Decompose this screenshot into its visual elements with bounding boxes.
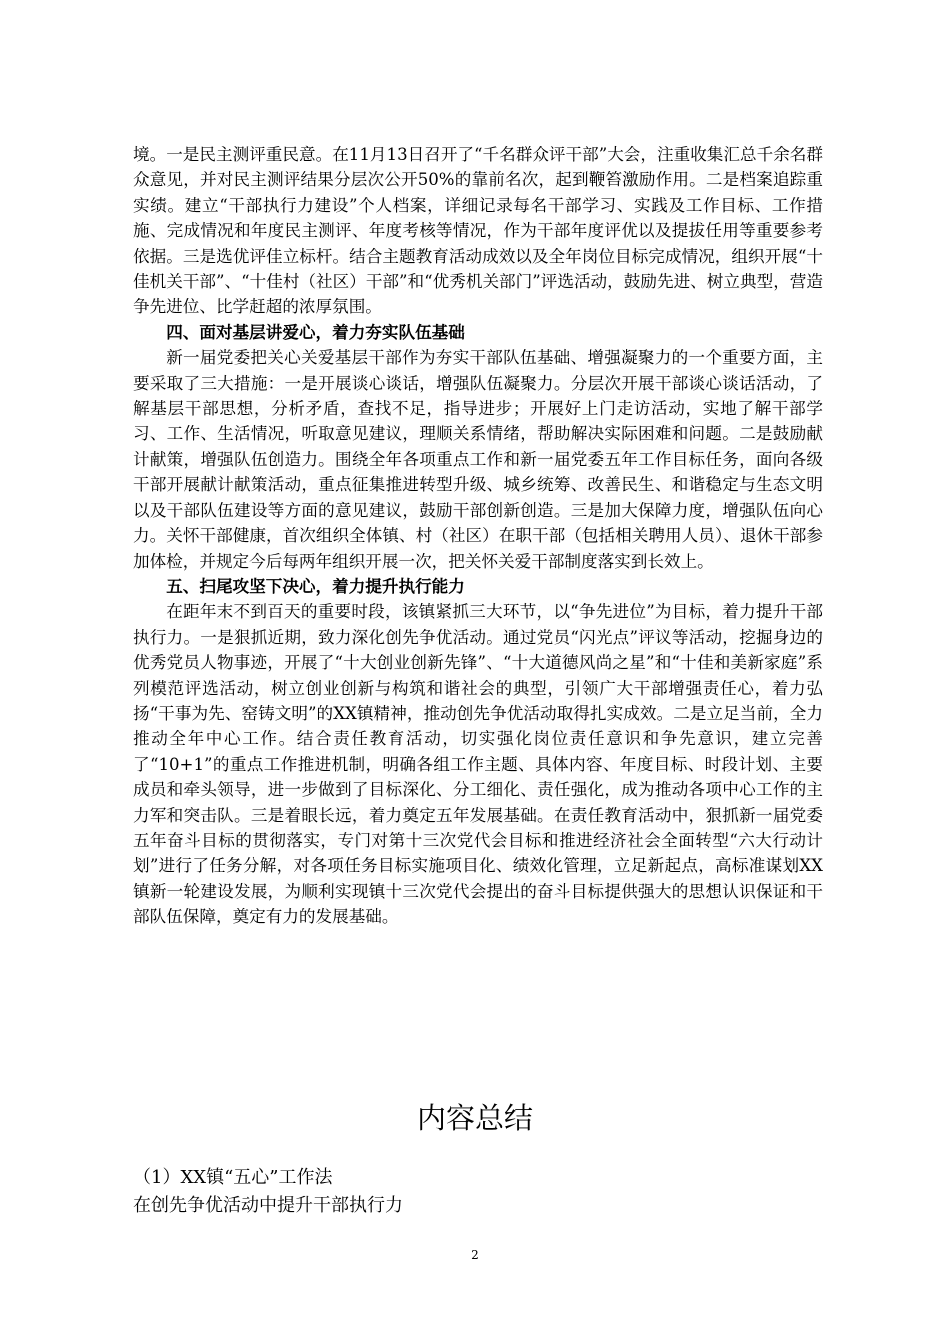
paragraph-continuation: 境。一是民主测评重民意。在11月13日召开了“千名群众评干部”大会，注重收集汇总千余名群众意见，并对民主测评结果分层次公开50%的靠前名次，起到鞭笞激励作用。二是档案追踪重实绩。建立“干部执行力建设”个人档案，详细记录每名干部学习、实践及工作目标、工作措施、完成情况和年度民主测评、年度考核等情况，作为干部年度评优以及提拔任用等重要参考依据。三是选优评佳立标杆。结合主题教育活动成效以及全年岗位目标完成情况，组织开展“十佳机关干部”、“十佳村（社区）干部”和“优秀机关部门”评选活动，鼓励先进、树立典型，营造争先进位、比学赶超的浓厚氛围。 [133, 145, 823, 317]
paragraph-section-four: 新一届党委把关心关爱基层干部作为夯实干部队伍基础、增强凝聚力的一个重要方面，主要采取了三大措施：一是开展谈心谈话，增强队伍凝聚力。分层次开展干部谈心谈话活动，了解基层干部思想，分析矛盾，查找不足，指导进步；开展好上门走访活动，实地了解干部学习、工作、生活情况，听取意见建议，理顺关系情绪，帮助解决实际困难和问题。二是鼓励献计献策，增强队伍创造力。围绕全年各项重点工作和新一届党委五年工作目标任务，面向各级干部开展献计献策活动，重点征集推进转型升级、城乡统筹、改善民生、和谐稳定与生态文明以及干部队伍建设等方面的意见建议，鼓励干部创新创造。三是加大保障力度，增强队伍向心力。关怀干部健康，首次组织全体镇、村（社区）在职干部（包括相关聘用人员）、退休干部参加体检，并规定今后每两年组织开展一次，把关怀关爱干部制度落实到长效上。 [133, 348, 823, 571]
summary-line: （1）XX镇“五心”工作法 [133, 1167, 333, 1188]
summary-body [133, 1164, 823, 1220]
summary-title: 内容总结 [416, 1101, 533, 1135]
section-heading-four: 四、面对基层讲爱心，着力夯实队伍基础 [166, 321, 465, 342]
paragraph-section-five: 在距年末不到百天的重要时段，该镇紧抓三大环节，以“争先进位”为目标，着力提升干部执行力。一是狠抓近期，致力深化创先争优活动。通过党员“闪光点”评议等活动，挖掘身边的优秀党员人物事迹，开展了“十大创业创新先锋”、“十大道德风尚之星”和“十佳和美新家庭”系列模范评选活动，树立创业创新与构筑和谐社会的典型，引领广大干部增强责任心，着力弘扬“干事为先、窑铸文明”的XX镇精神，推动创先争优活动取得扎实成效。二是立足当前，全力推动全年中心工作。结合责任教育活动，切实强化岗位责任意识和争先意识，建立完善了“10+1”的重点工作推进机制，明确各组工作主题、具体内容、年度目标、时段计划、主要成员和牵头领导，进一步做到了目标深化、分工细化、责任强化，成为推动各项中心工作的主力军和突击队。三是着眼长远，着力奠定五年发展基础。在责任教育活动中，狠抓新一届党委五年奋斗目标的贯彻落实，专门对第十三次党代会目标和推进经济社会全面转型“六大行动计划”进行了任务分解，对各项任务目标实施项目化、绩效化管理，立足新起点，高标准谋划XX镇新一轮建设发展，为顺利实现镇十三次党代会提出的奋斗目标提供强大的思想认识保证和干部队伍保障，奠定有力的发展基础。 [133, 602, 823, 927]
page-number: 2 [471, 1248, 479, 1262]
summary-line: 在创先争优活动中提升干部执行力 [133, 1195, 403, 1216]
section-heading-five: 五、扫尾攻坚下决心，着力提升执行能力 [166, 575, 465, 596]
document-body [133, 142, 823, 930]
